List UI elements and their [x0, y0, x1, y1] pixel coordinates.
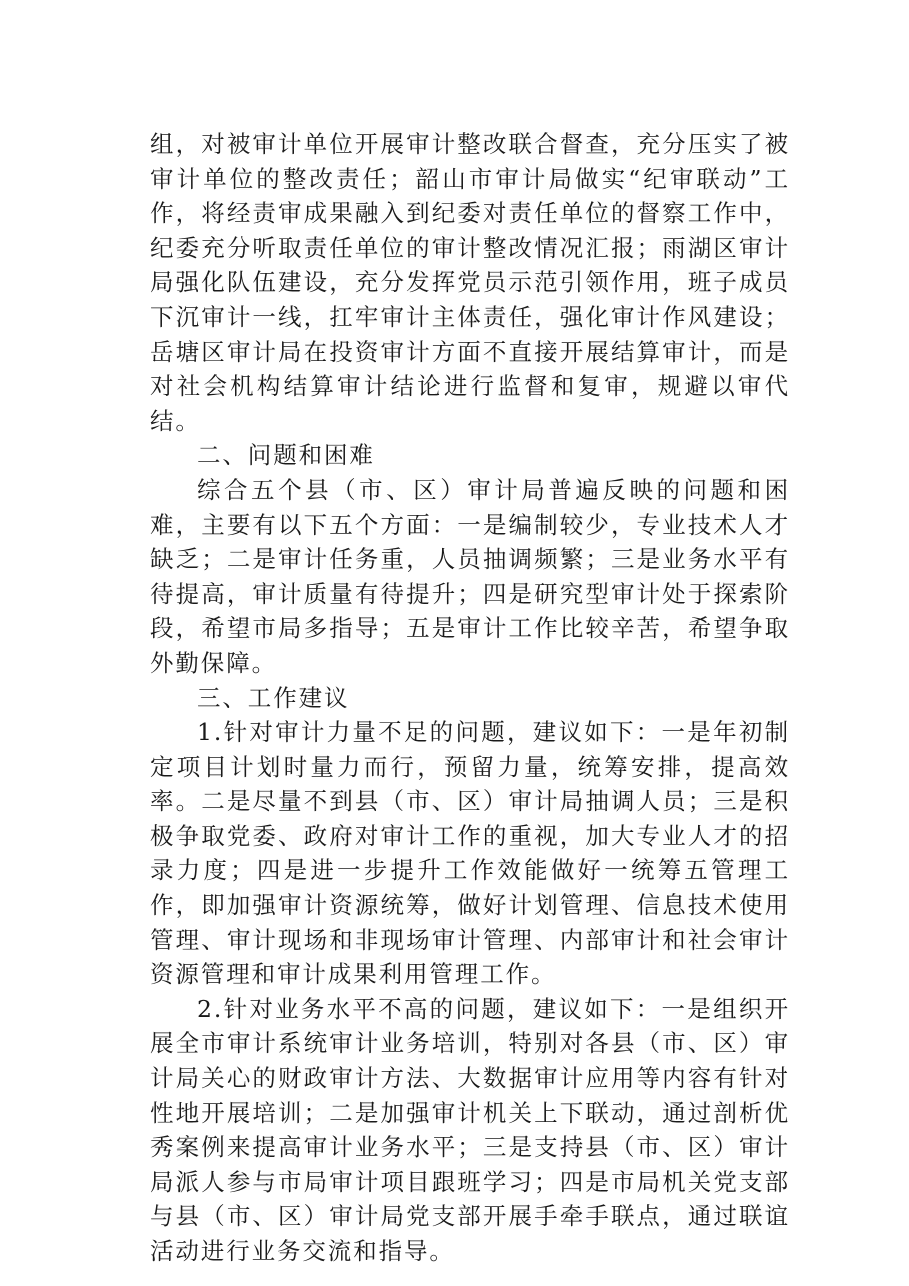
paragraph-suggestion-1: 1.针对审计力量不足的问题，建议如下：一是年初制定项目计划时量力而行，预留力量，统筹安排，提高效率。二是尽量不到县（市、区）审计局抽调人员；三是积极争取党委、政府对审计工作的重视，加大专业人才的招录力度；四是进一步提升工作效能做好一统筹五管理工作，即加强审计资源统筹，做好计划管理、信息技术使用管理、审计现场和非现场审计管理、内部审计和社会审计资源管理和审计成果利用管理工作。	[150, 718, 790, 989]
paragraph-continuation: 组，对被审计单位开展审计整改联合督查，充分压实了被审计单位的整改责任；韶山市审计局做实“纪审联动”工作，将经责审成果融入到纪委对责任单位的督察工作中，纪委充分听取责任单位的审计整改情况汇报；雨湖区审计局强化队伍建设，充分发挥党员示范引领作用，班子成员下沉审计一线，扛牢审计主体责任，强化审计作风建设；岳塘区审计局在投资审计方面不直接开展结算审计，而是对社会机构结算审计结论进行监督和复审，规避以审代结。	[150, 130, 790, 435]
section-heading-suggestions: 三、工作建议	[197, 683, 350, 712]
paragraph-suggestion-2: 2.针对业务水平不高的问题，建议如下：一是组织开展全市审计系统审计业务培训，特别对各县（市、区）审计局关心的财政审计方法、大数据审计应用等内容有针对性地开展培训；二是加强审计机关上下联动，通过剖析优秀案例来提高审计业务水平；三是支持县（市、区）审计局派人参与市局审计项目跟班学习；四是市局机关党支部与县（市、区）审计局党支部开展手牵手联点，通过联谊活动进行业务交流和指导。	[150, 994, 790, 1265]
document-page	[150, 127, 790, 1269]
section-heading-problems: 二、问题和困难	[197, 441, 375, 470]
paragraph-problems: 综合五个县（市、区）审计局普遍反映的问题和困难，主要有以下五个方面：一是编制较少，专业技术人才缺乏；二是审计任务重，人员抽调频繁；三是业务水平有待提高，审计质量有待提升；四是研究型审计处于探索阶段，希望市局多指导；五是审计工作比较辛苦，希望争取外勤保障。	[150, 475, 790, 677]
